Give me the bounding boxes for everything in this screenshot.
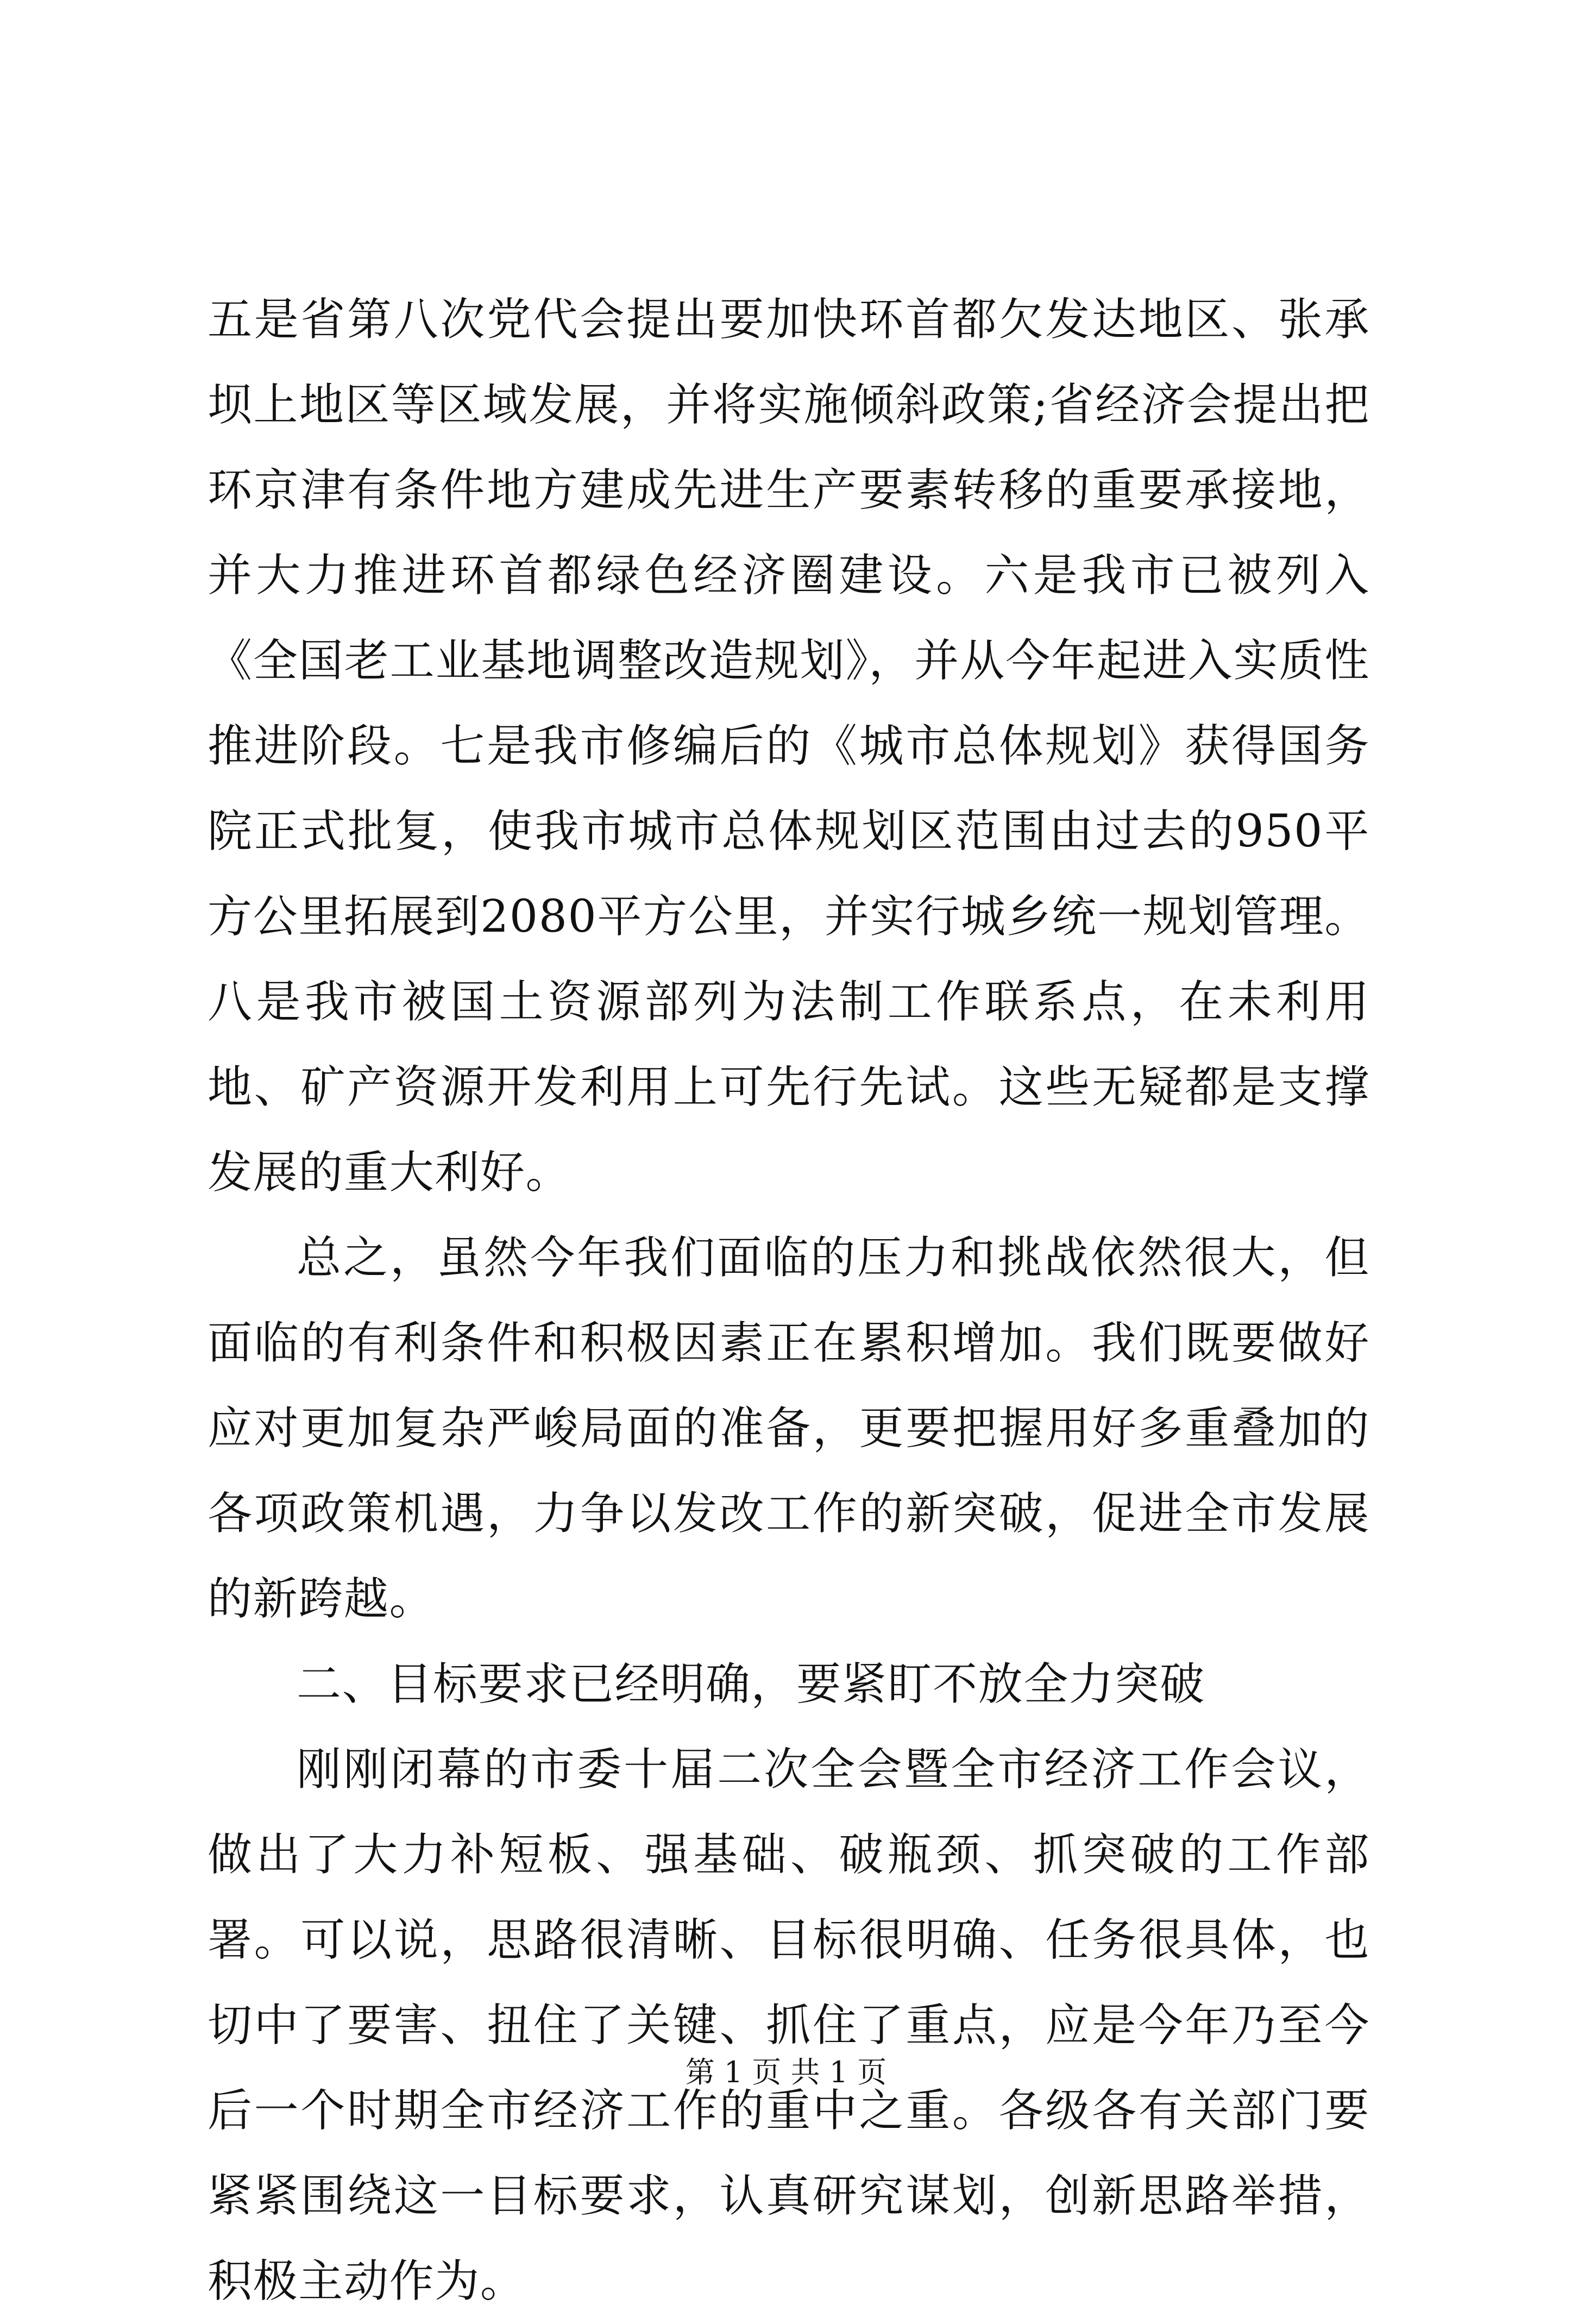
document-body (207, 277, 1370, 2324)
paragraph-summary: 总之，虽然今年我们面临的压力和挑战依然很大，但面临的有利条件和积极因素正在累积增加。我们既要做好应对更加复杂严峻局面的准备，更要把握用好多重叠加的各项政策机遇，力争以发改工作的新突破，促进全市发展的新跨越。 (207, 1232, 1370, 1625)
paragraph-section-body: 刚刚闭幕的市委十届二次全会暨全市经济工作会议，做出了大力补短板、强基础、破瓶颈、抓突破的工作部署。可以说，思路很清晰、目标很明确、任务很具体，也切中了要害、扭住了关键、抓住了重点，应是今年乃至今后一个时期全市经济工作的重中之重。各级各有关部门要紧紧围绕这一目标要求，认真研究谋划，创新思路举措，积极主动作为。 (207, 1744, 1370, 2307)
paragraph-continuation: 五是省第八次党代会提出要加快环首都欠发达地区、张承坝上地区等区域发展，并将实施倾斜政策;省经济会提出把环京津有条件地方建成先进生产要素转移的重要承接地，并大力推进环首都绿色经济圈建设。六是我市已被列入《全国老工业基地调整改造规划》，并从今年起进入实质性推进阶段。七是我市修编后的《城市总体规划》获得国务院正式批复，使我市城市总体规划区范围由过去的950平方公里拓展到2080平方公里，并实行城乡统一规划管理。八是我市被国土资源部列为法制工作联系点，在未利用地、矿产资源开发利用上可先行先试。这些无疑都是支撑发展的重大利好。 (207, 294, 1370, 1198)
page-number-footer: 第 1 页 共 1 页 (685, 2055, 887, 2089)
section-heading: 二、目标要求已经明确，要紧盯不放全力突破 (297, 1659, 1205, 1710)
